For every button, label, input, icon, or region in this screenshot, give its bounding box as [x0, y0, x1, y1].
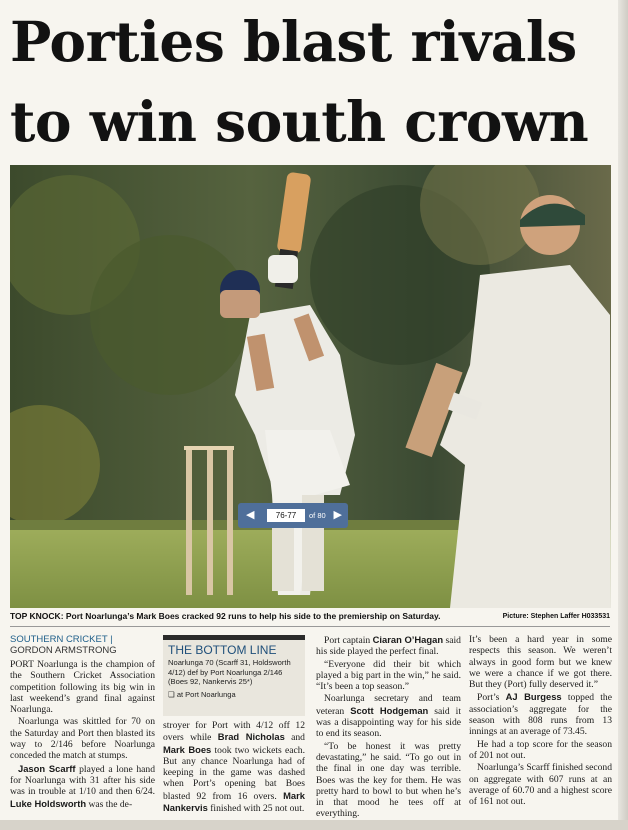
- headline-line-2: to win south crown: [10, 89, 589, 154]
- text: stroyer for Port with 4/12 off 12 overs while: [163, 720, 305, 744]
- text: played a lone hand for Noarlunga with 31 after his side was in trouble at 1/10 and then 6/24.: [10, 763, 155, 798]
- player-name: Mark Boes: [163, 743, 212, 755]
- bottom-line-box: [163, 635, 305, 716]
- headline-line-1: Porties blast rivals: [10, 9, 577, 74]
- paragraph: It’s been a hard year in some respects this season. We weren’t always in good form but we knew we were a chance if we got there. But they (Port) fully deserved it.”: [469, 634, 612, 691]
- next-page-icon[interactable]: ▶: [333, 508, 342, 521]
- article-column-1: [10, 634, 155, 811]
- text: Noarlunga secretary and team veteran: [316, 693, 461, 717]
- page-number-input[interactable]: 76-77: [267, 509, 305, 522]
- caption-text: TOP KNOCK: Port Noarlunga’s Mark Boes cracked 92 runs to help his side to the premiership on Saturday.: [10, 611, 441, 621]
- photo-illustration: [10, 165, 611, 608]
- prev-page-icon[interactable]: ◀: [246, 508, 255, 521]
- player-name: Ciaran O’Hagan: [372, 634, 444, 645]
- paragraph: He had a top score for the season of 201 not out.: [469, 738, 612, 761]
- box-location: [163, 688, 305, 701]
- player-name: Scott Hodgeman: [350, 704, 429, 716]
- paragraph: [316, 634, 461, 658]
- player-name: Brad Nicholas: [217, 731, 285, 743]
- paragraph: Noarlunga’s Scarff finished second on aggregate with 607 runs at an average of 60.70 and a highest score of 161 not out.: [469, 762, 612, 808]
- player-name: AJ Burgess: [505, 691, 562, 703]
- cricket-photo: [10, 165, 611, 608]
- paragraph: [316, 693, 461, 739]
- paragraph: PORT Noarlunga is the champion of the Southern Cricket Association competition following its big win in last weekend’s grand final against Noarlunga.: [10, 659, 155, 716]
- page-total: of 80: [309, 511, 326, 520]
- paragraph: [163, 720, 305, 814]
- author-name: GORDON ARMSTRONG: [10, 645, 117, 656]
- text: Port captain: [324, 635, 373, 646]
- paragraph: [10, 763, 155, 810]
- box-score: Noarlunga 70 (Scarff 31, Holdsworth 4/12) def by Port Noarlunga 2/146 (Boes 92, Nankervis 25*): [168, 658, 291, 686]
- text: finished with 25 not out.: [207, 803, 305, 815]
- page-navigator: [238, 503, 348, 528]
- text: topped the association’s aggregate for the season with 808 runs from 13 innings at an average of 73.45.: [469, 692, 612, 738]
- paragraph: “Everyone did their bit which played a big part in the win,” he said. “It’s been a top season.”: [316, 658, 461, 693]
- section-label: SOUTHERN CRICKET: [10, 634, 108, 645]
- paragraph: “To be honest it was pretty devastating,” he said. “To go out in the final in one day was terrible. Boes was the key for them. He was pretty hard to bowl to but when he’s in that mood he tees off at everything.: [316, 740, 461, 820]
- photo-credit: Picture: Stephen Laffer H033531: [502, 613, 610, 620]
- text: said his side played the perfect final.: [316, 635, 461, 658]
- box-title: THE BOTTOM LINE: [168, 643, 277, 657]
- page-edge: [618, 0, 628, 830]
- paragraph: Noarlunga was skittled for 70 on the Saturday and Port then blasted its way to 2/146 before Noarlunga conceded the match at stumps.: [10, 716, 155, 762]
- text: and: [284, 732, 305, 744]
- location-text: at Port Noarlunga: [176, 689, 236, 699]
- article-column-4: [469, 634, 612, 808]
- headline: [10, 2, 610, 162]
- player-name: Luke Holdsworth: [10, 797, 87, 809]
- article-column-2: [163, 720, 305, 815]
- text: said it was a disappointing way for his side to end its season.: [316, 705, 461, 740]
- bottom-bar: [0, 820, 628, 830]
- text: Port’s: [477, 692, 506, 704]
- paragraph: [469, 691, 612, 737]
- photo-caption: [10, 611, 610, 621]
- article-column-3: [316, 634, 461, 821]
- byline: SOUTHERN CRICKET | GORDON ARMSTRONG: [10, 634, 117, 656]
- text: took two wickets each. But any chance Noarlunga had of keeping in the game was dashed when Port’s opening bat Boes blasted 92 from 16 overs.: [163, 744, 305, 802]
- location-icon: ❏: [168, 689, 175, 699]
- player-name: Jason Scarff: [18, 762, 76, 774]
- player-name: Mark Nankervis: [163, 789, 305, 814]
- text: was the de-: [86, 798, 133, 810]
- caption-rule: [10, 626, 610, 627]
